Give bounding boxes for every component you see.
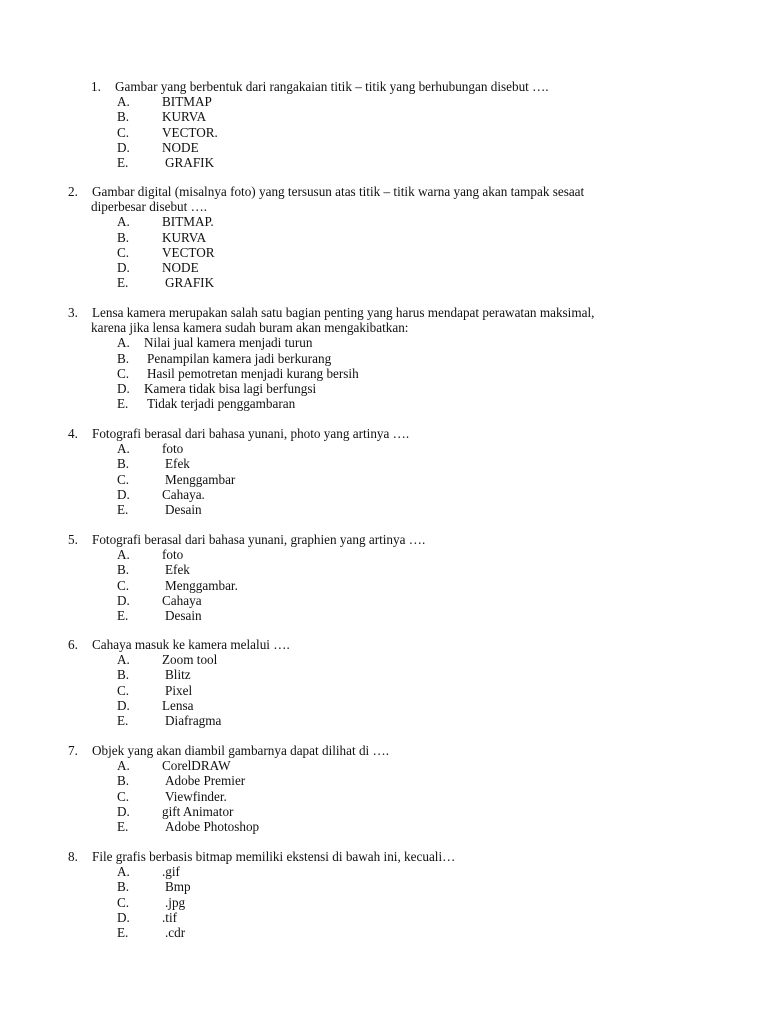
option-letter: E. xyxy=(117,502,129,517)
option-letter: C. xyxy=(117,894,130,910)
option-text: Cahaya. xyxy=(162,486,205,502)
option-letter: D. xyxy=(117,803,130,819)
option-text: KURVA xyxy=(162,109,207,125)
question-number: 3. xyxy=(68,305,78,320)
option-letter: C. xyxy=(117,682,130,698)
option-text: GRAFIK xyxy=(165,275,215,291)
question-number: 5. xyxy=(68,532,78,547)
option-letter: A. xyxy=(117,864,130,880)
option-letter: D. xyxy=(117,909,130,925)
option-text: Pixel xyxy=(165,682,193,698)
question-text: Gambar yang berbentuk dari rangakaian titik – titik yang berhubungan disebut …. xyxy=(115,79,549,94)
option-text: Hasil pemotretan menjadi kurang bersih xyxy=(147,365,359,381)
option-text: Kamera tidak bisa lagi berfungsi xyxy=(144,381,317,396)
question-text: Gambar digital (misalnya foto) yang tersusun atas titik – titik warna yang akan tampak sesaat xyxy=(92,184,585,199)
question-number: 2. xyxy=(68,184,78,199)
option-letter: B. xyxy=(117,773,130,789)
option-letter: D. xyxy=(117,260,130,275)
option-letter: E. xyxy=(117,925,129,940)
option-letter: C. xyxy=(117,124,130,140)
option-text: Bmp xyxy=(165,879,191,895)
option-letter: E. xyxy=(117,396,129,412)
option-text: NODE xyxy=(162,260,199,275)
option-letter: C. xyxy=(117,471,130,487)
question-text: diperbesar disebut …. xyxy=(91,199,208,215)
option-text: Cahaya xyxy=(162,592,202,608)
option-letter: A. xyxy=(117,652,130,668)
option-text: gift Animator xyxy=(162,803,234,819)
option-letter: B. xyxy=(117,562,130,578)
option-text: Menggambar xyxy=(165,471,236,487)
question-number: 8. xyxy=(68,849,78,864)
option-text: Viewfinder. xyxy=(165,788,227,804)
option-text: CorelDRAW xyxy=(162,758,231,774)
option-letter: D. xyxy=(117,381,130,396)
option-letter: C. xyxy=(117,244,130,260)
option-text: .jpg xyxy=(165,894,186,910)
question-text: File grafis berbasis bitmap memiliki ekstensi di bawah ini, kecuali… xyxy=(92,849,456,864)
option-letter: A. xyxy=(117,335,130,351)
question-number: 6. xyxy=(68,637,78,652)
option-text: KURVA xyxy=(162,229,207,245)
option-letter: A. xyxy=(117,94,130,110)
option-letter: D. xyxy=(117,592,130,608)
option-letter: B. xyxy=(117,350,130,366)
option-text: Tidak terjadi penggambaran xyxy=(147,396,296,412)
option-text: Nilai jual kamera menjadi turun xyxy=(144,335,313,351)
option-text: Menggambar. xyxy=(165,577,238,593)
option-letter: D. xyxy=(117,697,130,713)
option-letter: B. xyxy=(117,109,130,125)
option-letter: B. xyxy=(117,667,130,683)
option-letter: C. xyxy=(117,577,130,593)
option-text: VECTOR. xyxy=(162,124,218,140)
option-text: Zoom tool xyxy=(162,652,218,668)
option-text: Desain xyxy=(165,608,202,623)
option-letter: B. xyxy=(117,456,130,472)
option-letter: E. xyxy=(117,819,129,834)
option-text: GRAFIK xyxy=(165,155,215,170)
option-letter: D. xyxy=(117,139,130,155)
question-text: karena jika lensa kamera sudah buram akan mengakibatkan: xyxy=(91,320,409,336)
option-text: .cdr xyxy=(165,925,186,940)
option-text: NODE xyxy=(162,139,199,155)
option-letter: E. xyxy=(117,155,129,170)
question-number: 1. xyxy=(91,79,101,94)
option-text: Diafragma xyxy=(165,713,222,728)
option-text: BITMAP. xyxy=(162,214,214,230)
option-text: Desain xyxy=(165,502,202,517)
question-text: Fotografi berasal dari bahasa yunani, photo yang artinya …. xyxy=(92,426,410,441)
option-letter: B. xyxy=(117,229,130,245)
question-text: Lensa kamera merupakan salah satu bagian penting yang harus mendapat perawatan maksimal, xyxy=(92,305,595,320)
option-text: Efek xyxy=(165,456,190,472)
option-letter: E. xyxy=(117,713,129,728)
option-letter: A. xyxy=(117,547,130,563)
option-text: foto xyxy=(162,441,184,457)
option-letter: A. xyxy=(117,441,130,457)
option-text: Adobe Premier xyxy=(165,773,246,789)
option-text: foto xyxy=(162,547,184,563)
option-text: Blitz xyxy=(165,667,191,683)
option-text: Penampilan kamera jadi berkurang xyxy=(147,350,332,366)
option-text: Adobe Photoshop xyxy=(165,819,260,834)
option-letter: A. xyxy=(117,758,130,774)
option-text: .tif xyxy=(162,909,178,925)
option-letter: E. xyxy=(117,608,129,623)
option-letter: B. xyxy=(117,879,130,895)
option-text: .gif xyxy=(162,864,180,880)
option-text: VECTOR xyxy=(162,244,215,260)
option-letter: A. xyxy=(117,214,130,230)
option-letter: C. xyxy=(117,365,130,381)
option-letter: C. xyxy=(117,788,130,804)
question-text: Cahaya masuk ke kamera melalui …. xyxy=(92,637,290,652)
option-letter: D. xyxy=(117,486,130,502)
option-text: BITMAP xyxy=(162,94,212,110)
option-text: Lensa xyxy=(162,697,194,713)
option-text: Efek xyxy=(165,562,190,578)
question-number: 7. xyxy=(68,743,78,758)
option-letter: E. xyxy=(117,275,129,291)
question-text: Fotografi berasal dari bahasa yunani, graphien yang artinya …. xyxy=(92,532,426,547)
question-number: 4. xyxy=(68,426,78,441)
question-text: Objek yang akan diambil gambarnya dapat dilihat di …. xyxy=(92,743,390,758)
